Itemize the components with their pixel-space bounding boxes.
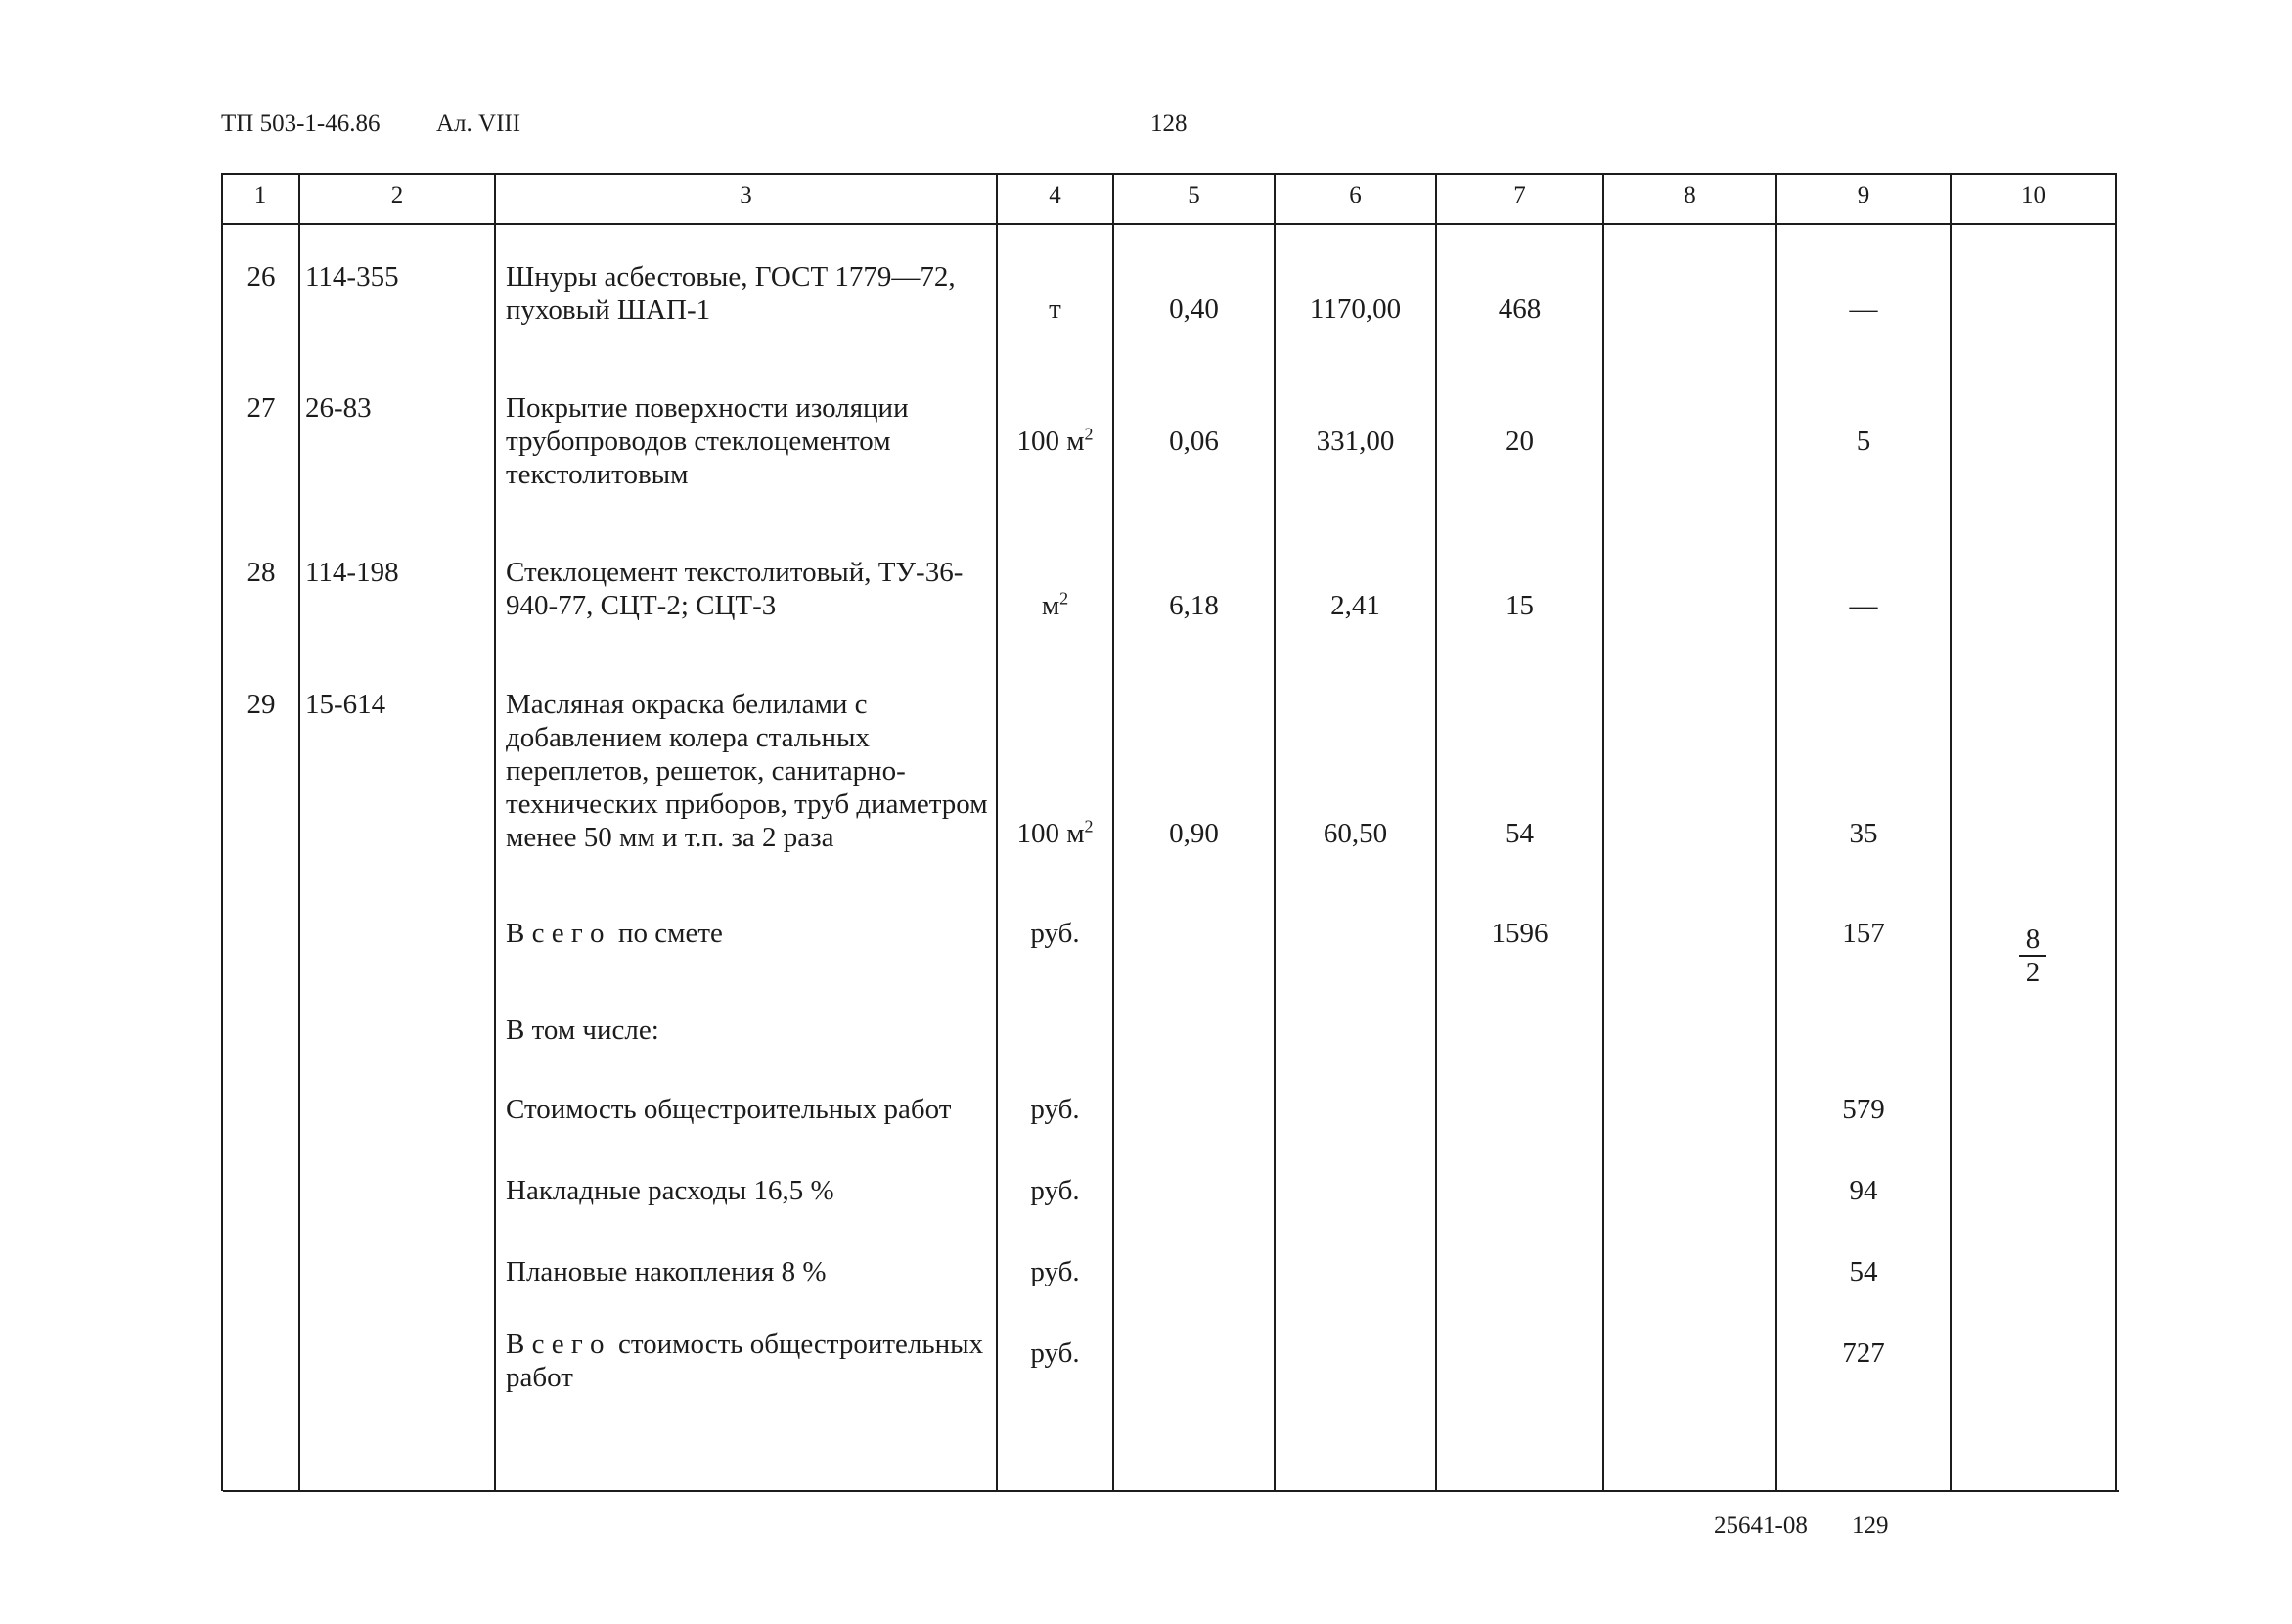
fraction-numerator: 8 [2025,924,2041,955]
price-code: 26-83 [305,392,372,424]
col9-value: 35 [1849,818,1878,849]
col-header-3: 3 [740,182,752,208]
total-col9: 157 [1842,918,1885,949]
unit-price: 2,41 [1330,590,1380,621]
col-header-8: 8 [1684,182,1696,208]
summary-unit: руб. [1030,1175,1080,1206]
col-header-9: 9 [1857,182,1870,208]
col-header-5: 5 [1188,182,1200,208]
col-header-6: 6 [1349,182,1362,208]
album-label: Ал. VIII [436,111,521,137]
total-cost: 15 [1506,590,1534,621]
col-header-2: 2 [390,182,404,208]
summary-label: Накладные расходы 16,5 % [506,1175,834,1206]
col-header-7: 7 [1513,182,1526,208]
unit: 100 $м^2$ [1016,424,1094,457]
item-description: Шнуры асбестовые, ГОСТ 1779—72, пуховый ШАП-1 [506,261,956,326]
quantity: 0,06 [1169,426,1219,457]
col9-value: — [1849,293,1878,325]
footer-doc-number: 25641-08 [1714,1512,1808,1539]
price-code: 114-198 [305,557,399,588]
summary-unit: руб. [1030,1256,1080,1287]
unit: т [1049,293,1061,325]
price-code: 15-614 [305,689,386,720]
col-header-1: 1 [253,182,267,208]
col-header-10: 10 [2021,182,2045,208]
summary-value: 54 [1849,1256,1878,1287]
summary-label: Плановые накопления 8 % [506,1256,827,1287]
col9-value: — [1849,590,1878,621]
summary-value: 579 [1842,1094,1885,1125]
summary-unit: руб. [1030,1337,1080,1369]
price-code: 114-355 [305,261,399,293]
summary-unit: руб. [1030,1094,1080,1125]
summary-label: Стоимость общестроительных работ [506,1094,952,1125]
unit-price: 60,50 [1323,818,1388,849]
fraction-denominator: 2 [2025,957,2041,988]
total-unit: руб. [1030,918,1080,949]
including-label: В том числе: [506,1015,659,1046]
col9-value: 5 [1856,426,1871,457]
summary-value: 727 [1842,1337,1885,1369]
item-description: Масляная окраска белилами с добавлением колера стальных переплетов, решеток, санитарно-технических приборов, труб диаметром менее 50 мм и т.п. за 2 раза [506,689,988,853]
unit: $м^2$ [1041,588,1069,621]
summary-value: 94 [1849,1175,1878,1206]
total-cost: 20 [1506,426,1534,457]
total-col7: 1596 [1491,918,1549,949]
total-cost: 54 [1506,818,1534,849]
row-number: 27 [247,392,276,424]
total-col10-fraction [2013,924,2052,988]
page-number: 128 [1150,111,1188,137]
footer-page-number: 129 [1852,1512,1889,1539]
unit-price: 1170,00 [1309,293,1402,325]
unit: 100 $м^2$ [1016,816,1094,849]
item-description: Стеклоцемент текстолитовый, ТУ-36-940-77, СЦТ-2; СЦТ-3 [506,557,964,621]
total-label: В с е г о по смете [506,918,723,949]
unit-price: 331,00 [1316,426,1395,457]
doc-code: ТП 503-1-46.86 [221,111,381,137]
row-number: 29 [247,689,276,720]
row-number: 26 [247,261,276,293]
total-cost: 468 [1498,293,1542,325]
quantity: 0,90 [1169,818,1219,849]
col-header-4: 4 [1049,182,1061,208]
quantity: 0,40 [1169,293,1219,325]
quantity: 6,18 [1169,590,1219,621]
summary-label: В с е г о стоимость общестроительных работ [506,1329,991,1393]
item-description: Покрытие поверхности изоляции трубопроводов стеклоцементом текстолитовым [506,392,909,490]
row-number: 28 [247,557,276,588]
